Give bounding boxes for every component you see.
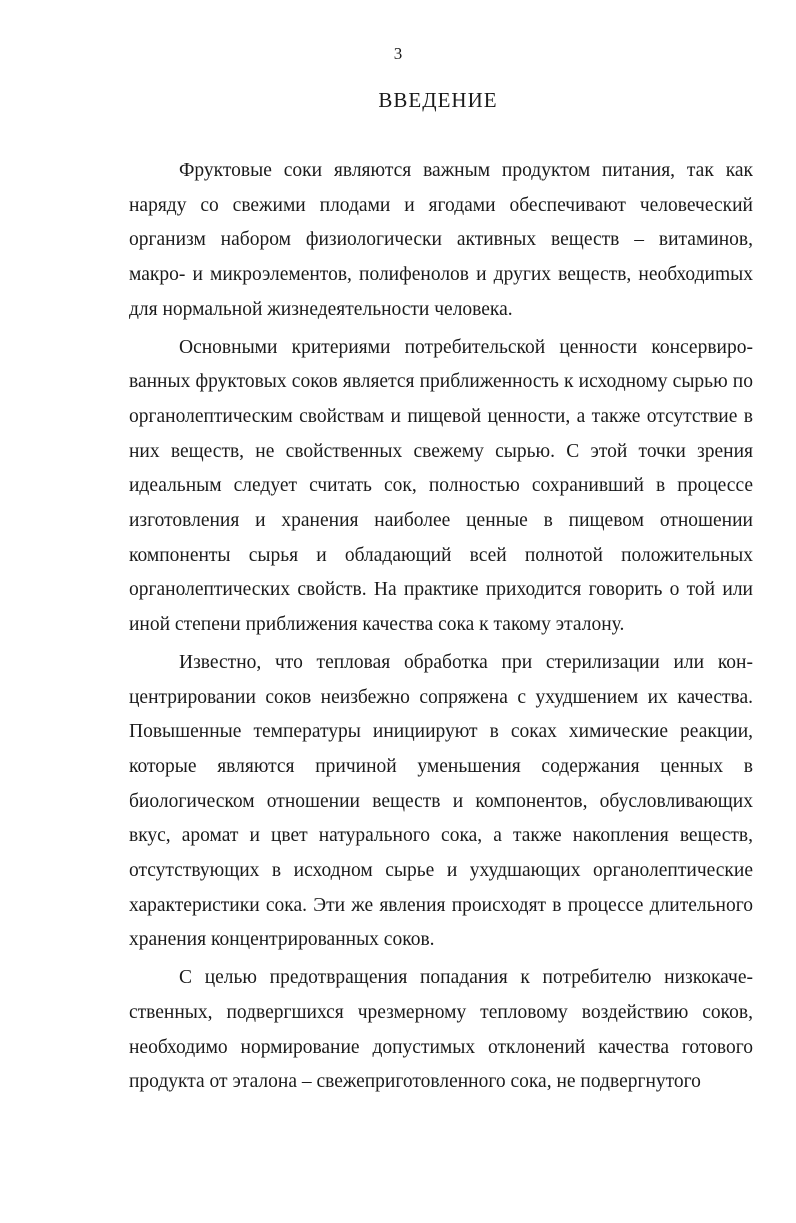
paragraph-intro: Фруктовые соки являются важным продуктом питания, так как наряду со свежими плодами и ягодами обеспечивают человеческий организм набором физиологически активных веществ – витаминов, макро- и микроэлементов, полифенолов и других веществ, необходиmых для нормальной жизнедеятельности человека. (129, 160, 753, 320)
page-number: 3 (393, 44, 403, 63)
paragraph-heat-treatment: Известно, что тепловая обработка при стерилизации или концентрировании соков неизбежно сопряжена с ухудшением их качества. Повышенные температуры инициируют в соках химические реакции, которые являются причиной уменьшения содержания ценных в биологическом отношении веществ и компонентов, обусловливающих вкус, аромат и цвет натурального сока, а также накопления веществ, отсутствующих в исходном сырье и ухудшающих органолептические характеристики сока. Эти же явления происходят в процессе длительного хранения концентрированных соков. (129, 651, 753, 951)
document-body (129, 154, 753, 1100)
paragraph-quality-norms: С целью предотвращения попадания к потребителю низкокачественных, подвергшихся чрезмерному тепловому воздействию соков, необходимо нормирование допустимых отклонений качества готового продукта от эталона – свежеприготовленного сока, не подвергнутого (129, 967, 753, 1093)
paragraph-criteria: Основными критериями потребительской ценности консервированных фруктовых соков является приближенность к исходному сырью по органолептическим свойствам и пищевой ценности, а также отсутствие в них веществ, не свойственных свежему сырью. С этой точки зрения идеальным следует считать сок, полностью сохранивший в процессе изготовления и хранения наиболее ценные в пищевом отношении компоненты сырья и обладающий всей полнотой положительных органолептических свойств. На практике приходится говорить о той или иной степени приближения качества сока к такому эталону. (129, 336, 753, 636)
page-title: ВВЕДЕНИЕ (378, 88, 498, 112)
